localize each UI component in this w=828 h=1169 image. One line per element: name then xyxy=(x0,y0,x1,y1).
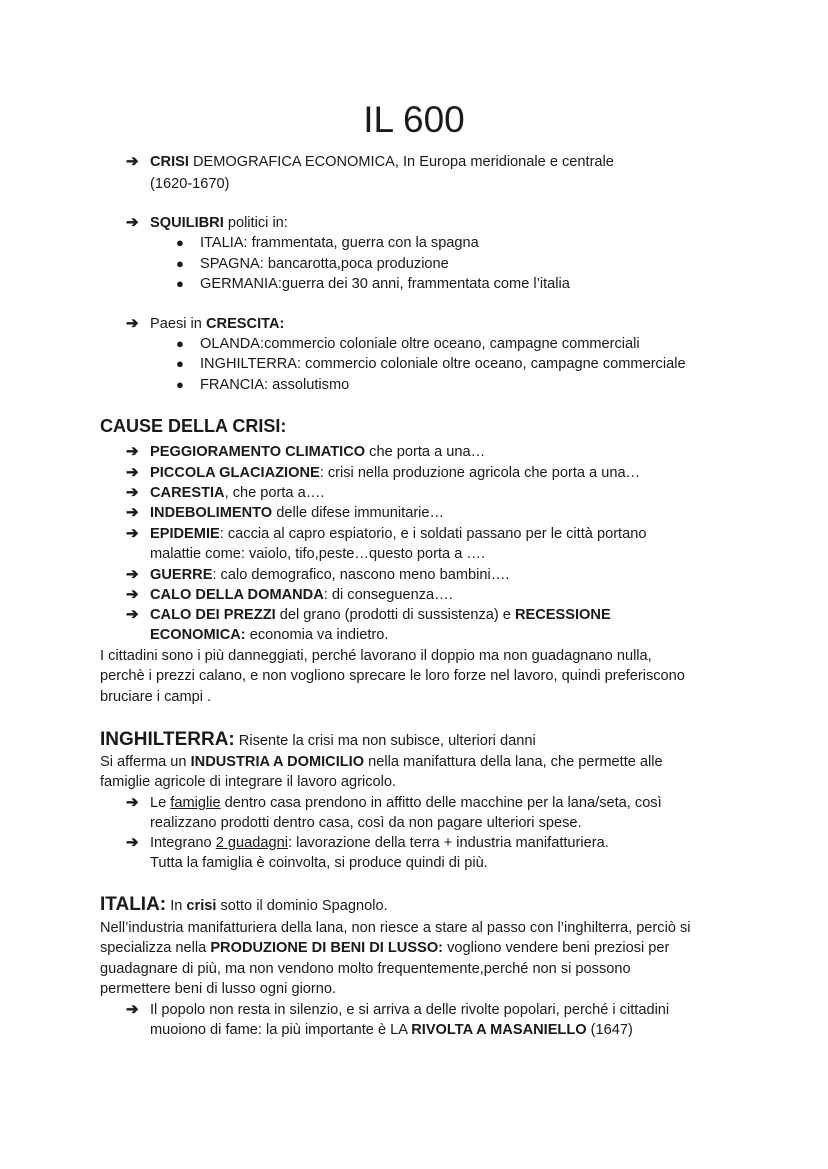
cause-text: del grano (prodotti di sussistenza) e xyxy=(275,607,515,623)
bullet-icon: ● xyxy=(176,256,184,271)
italia-paragraph-line: permettere beni di lusso ogni giorno. xyxy=(100,981,337,997)
text: nella manifattura della lana, che permette alle xyxy=(364,754,663,770)
cause-text: : calo demografico, nascono meno bambini…. xyxy=(212,567,510,583)
text: sotto il dominio Spagnolo. xyxy=(216,898,388,914)
text: Le xyxy=(150,795,171,811)
arrow-icon: ➔ xyxy=(126,484,139,501)
cause-item xyxy=(150,605,611,625)
squilibri-text: politici in: xyxy=(223,215,288,231)
squilibri-bold: SQUILIBRI xyxy=(150,215,224,231)
inghilterra-title: INGHILTERRA: xyxy=(100,729,235,750)
text: specializza nella xyxy=(100,940,211,956)
cause-item xyxy=(150,503,444,523)
crescita-item: OLANDA:commercio coloniale oltre oceano, campagne commerciali xyxy=(200,336,640,352)
arrow-icon: ➔ xyxy=(126,315,139,332)
inghilterra-paragraph xyxy=(100,752,663,772)
italia-subtitle xyxy=(166,898,388,914)
italia-paragraph-line: guadagnare di più, ma non vendono molto frequentemente,perché non si possono xyxy=(100,961,631,977)
cause-item xyxy=(150,585,453,605)
text: Si afferma un xyxy=(100,754,191,770)
inghilterra-subtitle: Risente la crisi ma non subisce, ulteriori danni xyxy=(234,733,536,749)
italia-paragraph-line: Nell’industria manifatturiera della lana, non riesce a stare al passo con l’inghilterra, perciò si xyxy=(100,920,691,936)
cause-bold: INDEBOLIMENTO xyxy=(150,505,273,521)
cause-paragraph-line: bruciare i campi . xyxy=(100,689,212,705)
squilibri-item: GERMANIA:guerra dei 30 anni, frammentata come l’italia xyxy=(200,276,570,292)
arrow-icon: ➔ xyxy=(126,834,139,851)
text: muoiono di fame: la più importante è LA xyxy=(150,1022,412,1038)
cause-paragraph-line: perchè i prezzi calano, e non vogliono sprecare le loro forze nel lavoro, quindi preferiscono xyxy=(100,668,685,684)
cause-bold: CALO DELLA DOMANDA xyxy=(150,587,324,603)
inghilterra-heading xyxy=(100,728,536,753)
cause-bold: RECESSIONE xyxy=(514,607,611,623)
cause-bold: EPIDEMIE xyxy=(150,526,220,542)
text: Integrano xyxy=(150,835,216,851)
crisi-bold: CRISI xyxy=(150,154,189,170)
underlined-text: 2 guadagni xyxy=(215,835,288,851)
inghilterra-bullet xyxy=(150,793,662,813)
squilibri-item: ITALIA: frammentata, guerra con la spagna xyxy=(200,235,479,251)
cause-text: delle difese immunitarie… xyxy=(272,505,445,521)
crescita-bold: CRESCITA: xyxy=(205,316,285,332)
squilibri-line xyxy=(150,213,288,233)
cause-bold: CALO DEI PREZZI xyxy=(150,607,276,623)
cause-item xyxy=(150,483,324,503)
bullet-icon: ● xyxy=(176,356,184,371)
cause-item xyxy=(150,565,509,585)
crescita-line xyxy=(150,314,284,334)
cause-item-line2 xyxy=(150,625,388,645)
cause-text: , che porta a…. xyxy=(224,485,325,501)
bold-text: RIVOLTA A MASANIELLO xyxy=(411,1022,587,1038)
arrow-icon: ➔ xyxy=(126,443,139,460)
crisi-line2: (1620-1670) xyxy=(150,176,230,192)
arrow-icon: ➔ xyxy=(126,566,139,583)
crescita-pre: Paesi in xyxy=(150,316,206,332)
cause-paragraph-line: I cittadini sono i più danneggiati, perché lavorano il doppio ma non guadagnano nulla, xyxy=(100,648,652,664)
italia-heading xyxy=(100,893,388,918)
cause-heading: CAUSE DELLA CRISI: xyxy=(100,416,287,436)
cause-item xyxy=(150,524,646,544)
underlined-text: famiglie xyxy=(170,795,221,811)
bold-text: INDUSTRIA A DOMICILIO xyxy=(190,754,365,770)
cause-bold: GUERRE xyxy=(150,567,213,583)
arrow-icon: ➔ xyxy=(126,464,139,481)
arrow-icon: ➔ xyxy=(126,794,139,811)
crisi-text: DEMOGRAFICA ECONOMICA, In Europa meridionale e centrale xyxy=(188,154,614,170)
bullet-icon: ● xyxy=(176,235,184,250)
text: dentro casa prendono in affitto delle macchine per la lana/seta, così xyxy=(220,795,662,811)
italia-paragraph-line xyxy=(100,938,669,958)
text: vogliono vendere beni preziosi per xyxy=(443,940,670,956)
italia-bullet: Il popolo non resta in silenzio, e si arriva a delle rivolte popolari, perché i cittadini xyxy=(150,1002,670,1018)
arrow-icon: ➔ xyxy=(126,153,139,170)
arrow-icon: ➔ xyxy=(126,214,139,231)
cause-text: economia va indietro. xyxy=(245,627,389,643)
cause-text: che porta a una… xyxy=(365,444,486,460)
cause-item xyxy=(150,463,640,483)
italia-title: ITALIA: xyxy=(100,894,167,915)
cause-bold: CARESTIA xyxy=(150,485,225,501)
squilibri-item: SPAGNA: bancarotta,poca produzione xyxy=(200,256,449,272)
text: (1647) xyxy=(586,1022,633,1038)
cause-item xyxy=(150,442,485,462)
inghilterra-paragraph-line2: famiglie agricole di integrare il lavoro agricolo. xyxy=(100,774,397,790)
italia-bullet-line2 xyxy=(150,1020,633,1040)
cause-bold: PICCOLA GLACIAZIONE xyxy=(150,465,320,481)
cause-text: : di conseguenza…. xyxy=(323,587,453,603)
crescita-item: INGHILTERRA: commercio coloniale oltre oceano, campagne commerciale xyxy=(200,356,686,372)
bullet-icon: ● xyxy=(176,276,184,291)
arrow-icon: ➔ xyxy=(126,1001,139,1018)
arrow-icon: ➔ xyxy=(126,525,139,542)
cause-item-line2: malattie come: vaiolo, tifo,peste…questo porta a …. xyxy=(150,546,486,562)
bullet-icon: ● xyxy=(176,377,184,392)
bold-text: crisi xyxy=(186,898,217,914)
cause-text: : caccia al capro espiatorio, e i soldati passano per le città portano xyxy=(219,526,647,542)
inghilterra-bullet xyxy=(150,833,609,853)
arrow-icon: ➔ xyxy=(126,586,139,603)
inghilterra-bullet-line2: Tutta la famiglia è coinvolta, si produce quindi di più. xyxy=(150,855,488,871)
crescita-item: FRANCIA: assolutismo xyxy=(200,377,350,393)
cause-bold: ECONOMICA: xyxy=(150,627,246,643)
text: : lavorazione della terra + industria manifatturiera. xyxy=(287,835,609,851)
bold-text: PRODUZIONE DI BENI DI LUSSO: xyxy=(210,940,444,956)
page-title: IL 600 xyxy=(363,99,465,140)
cause-bold: PEGGIORAMENTO CLIMATICO xyxy=(150,444,366,460)
arrow-icon: ➔ xyxy=(126,606,139,623)
inghilterra-bullet-line2: realizzano prodotti dentro casa, così da non pagare ulteriori spese. xyxy=(150,815,582,831)
text: In xyxy=(166,898,187,914)
crisi-line xyxy=(150,152,614,172)
cause-text: : crisi nella produzione agricola che porta a una… xyxy=(319,465,641,481)
arrow-icon: ➔ xyxy=(126,504,139,521)
bullet-icon: ● xyxy=(176,336,184,351)
